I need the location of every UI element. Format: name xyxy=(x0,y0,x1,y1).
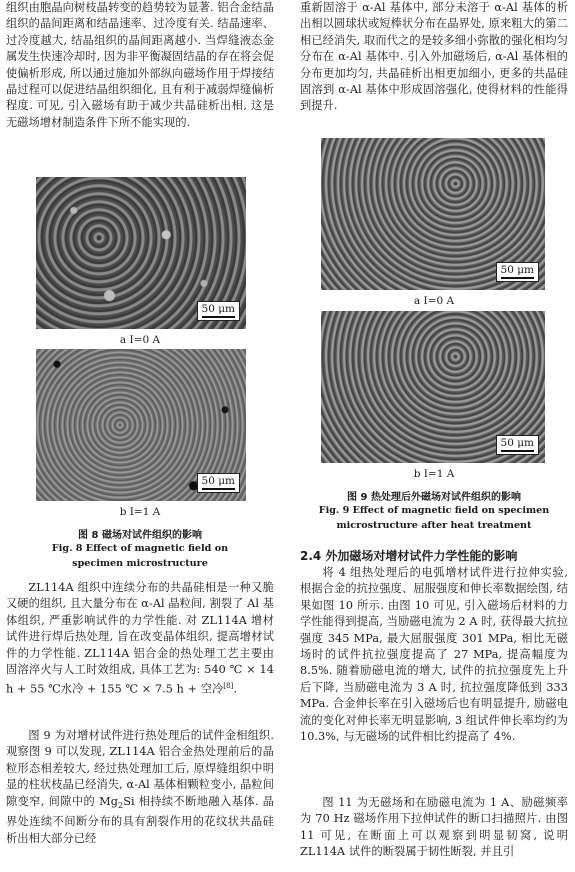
right-paragraph-3: 图 11 为无磁场和在励磁电流为 1 A、励磁频率为 70 Hz 磁场作用下拉伸试件的断口扫描照片. 由图 11 可见, 在断面上可以观察到明显韧窝, 说明 ZL114A 试件的断裂属于韧性断裂, 并且引 xyxy=(300,796,568,859)
fig9a-scale-label: 50 μm xyxy=(500,264,534,276)
fig8a-scale-bar xyxy=(197,301,240,321)
fig9-caption-cn: 图 9 热处理后外磁场对试件组织的影响 xyxy=(347,492,521,503)
left-paragraph-3-rest: Si 相持续不断地融入基体. 晶界处连续不间断分布的具有割裂作用的花纹状共晶硅析出相大部分已经 xyxy=(6,794,274,845)
fig8b-scale-bar xyxy=(197,473,240,493)
fig8b-label: b I=1 A xyxy=(119,506,161,518)
right-paragraph-2: 将 4 组热处理后的电弧增材试件进行拉伸实验, 根据合金的抗拉强度、屈服强度和伸长率数据绘图, 结果如图 10 所示. 由图 10 可见, 引入磁场后材料的力学性能得到提高, 当励磁电流为 2 A 时, 获得最大抗拉强度 345 MPa, 最大屈服强度 301 MPa, 相比无磁场时的试件抗拉强度提高了 27 MPa, 提高幅度为 8.5%. 随着励磁电流的增大, 试件的抗拉强度先上升后下降, 当励磁电流为 3 A 时, 抗拉强度降低到 333 MPa. 合金伸长率在引入磁场后也有明显提升, 励磁电流的变化对伸长率无明显影响, 3 组试件伸长率均约为 10.3%, 与无磁场的试件相比约提高了 4%. xyxy=(300,566,568,744)
fig9a-micrograph xyxy=(321,138,545,290)
fig9b-label: b I=1 A xyxy=(413,468,455,480)
left-paragraph-2 xyxy=(6,580,274,699)
right-paragraph-1: 重新固溶于 α-Al 基体中, 部分未溶于 α-Al 基体的析出相以圆球状或短棒状分布在晶界处, 原来粗大的第二相已经消失, 取而代之的是较多细小弥散的强化相均匀分布在 α-Al 基体中. 引入外加磁场后, α-Al 基体相的分布更加均匀, 共晶硅析出相更加细小, 更多的共晶硅固溶到 α-Al 基体中形成固溶强化, 使得材料的性能得到提升. xyxy=(300,1,568,113)
fig8a-micrograph xyxy=(36,177,246,329)
left-paragraph-2-end: . xyxy=(233,683,238,697)
subscript: 2 xyxy=(117,800,124,810)
citation-ref: [8] xyxy=(223,682,234,691)
fig8b-micrograph xyxy=(36,349,246,501)
fig8a-label: a I=0 A xyxy=(119,334,161,346)
left-paragraph-1: 组织由胞晶向树枝晶转变的趋势较为显著. 铝合金结晶组织的晶间距离和结晶速率、过冷度有关. 结晶速率、过冷度越大, 结晶组织的晶间距离越小. 当焊缝液态金属发生快速冷却时, 因为非平衡凝固结晶的存在将会促使偏析形成, 所以通过施加外部纵向磁场作用于焊接结晶过程可以促进结晶组织细化, 且有利于减弱焊缝偏析程度. 可见, 引入磁场有助于减少共晶硅析出相, 这是无磁场增材制造条件下所不能实现的. xyxy=(6,1,274,129)
section-heading: 2.4 外加磁场对增材试件力学性能的影响 xyxy=(300,549,518,563)
fig8-caption-en-1: Fig. 8 Effect of magnetic field on xyxy=(51,543,229,554)
fig9b-scale-bar xyxy=(496,435,539,455)
fig9b-scale-label: 50 μm xyxy=(500,437,534,449)
fig8-caption-cn: 图 8 磁场对试件组织的影响 xyxy=(78,530,202,541)
left-paragraph-2-text: ZL114A 组织中连续分布的共晶硅相是一种又脆又硬的组织, 且大量分布在 α-Al 晶粒间, 割裂了 Al 基体组织, 严重影响试件的力学性能. 对 ZL114A 增材试件进行焊后热处理, 旨在改变晶体组织, 提高增材试件的力学性能. ZL114A 铝合金的热处理工艺主要由固溶淬火与人工时效组成, 具体工艺为: 540 ℃ × 14 h + 55 ℃水冷 + 155 ℃ × 7.5 h + 空冷 xyxy=(6,581,274,697)
fig9b-micrograph xyxy=(321,311,545,463)
fig9-caption-en-2: microstructure after heat treatment xyxy=(336,520,532,531)
left-paragraph-3-text: 图 9 为对增材试件进行热处理后的试件金相组织. 观察图 9 可以发现, ZL114A 铝合金热处理前后的晶粒形态相差较大, 经过热处理加工后, 原焊缝组织中明显的柱状枝晶已经消失, α-Al 基体相颗粒变小, 晶粒间隙变窄, 间隙中的 Mg xyxy=(6,729,274,808)
fig8b-scale-label: 50 μm xyxy=(201,475,235,487)
left-paragraph-3 xyxy=(6,728,274,847)
fig8-caption-en-2: specimen microstructure xyxy=(72,558,208,569)
fig9a-label: a I=0 A xyxy=(413,295,455,307)
fig8a-scale-label: 50 μm xyxy=(201,303,235,315)
fig9a-scale-bar xyxy=(496,262,539,282)
fig9-caption-en-1: Fig. 9 Effect of magnetic field on specimen xyxy=(318,505,550,516)
